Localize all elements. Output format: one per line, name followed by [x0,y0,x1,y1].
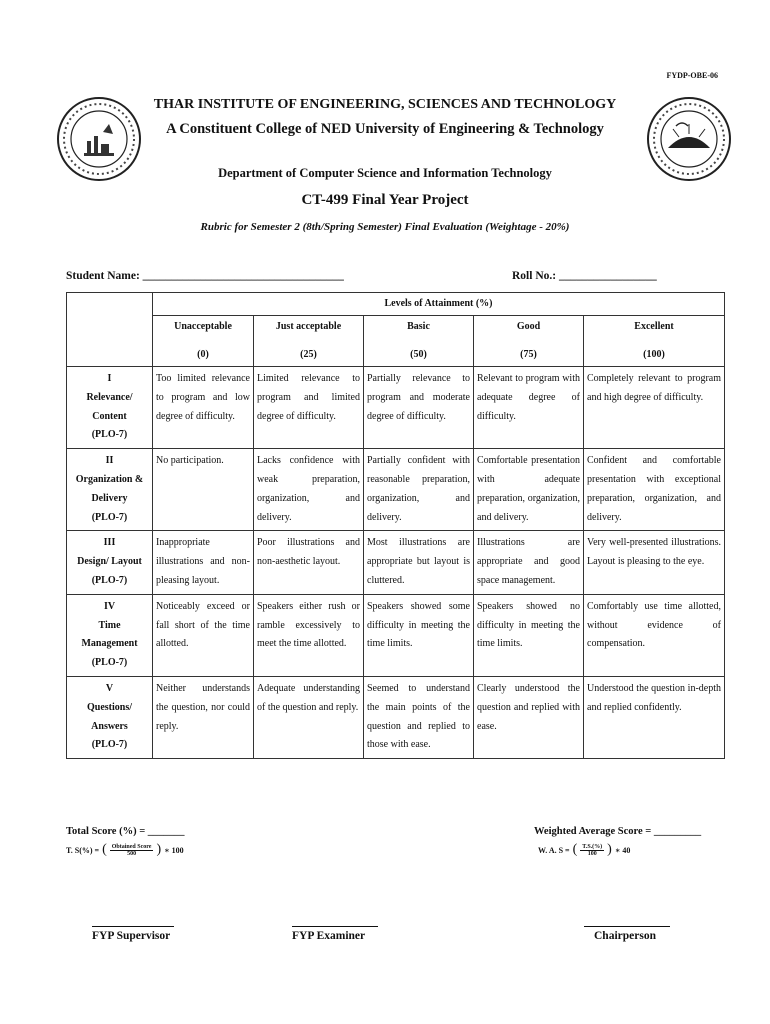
level-header: Excellent (100) [584,316,725,367]
rubric-cell: Inappropriate illustrations and non- pleasing layout. [153,531,254,594]
rubric-cell: Lacks confidence with weak preparation, organization, and delivery. [254,449,364,531]
was-denominator: 100 [587,850,597,857]
rubric-cell: Speakers showed some difficulty in meeting the time limits. [364,594,474,676]
rubric-title: Rubric for Semester 2 (8th/Spring Semester) Final Evaluation (Weightage - 20%) [200,221,570,233]
criterion-cell: II Organization & Delivery (PLO-7) [67,449,153,531]
table-row [67,367,725,449]
rubric-cell: Seemed to understand the main points of the question and replied to those with ease. [364,676,474,758]
examiner-label: FYP Examiner [292,930,366,942]
rubric-cell: Comfortably use time allotted, without evidence of compensation. [584,594,725,676]
total-score-label: Total Score (%) = _______ [66,826,185,837]
supervisor-signature-line [92,926,174,927]
table-row [67,594,725,676]
rubric-cell: Most illustrations are appropriate but layout is cluttered. [364,531,474,594]
levels-title: Levels of Attainment (%) [153,293,725,316]
table-row [67,531,725,594]
level-header: Basic (50) [364,316,474,367]
chair-signature-line [584,926,670,927]
rubric-cell: Illustrations are appropriate and good space management. [474,531,584,594]
table-row [67,676,725,758]
ts-denominator: 500 [127,850,137,857]
criterion-cell: III Design/ Layout (PLO-7) [67,531,153,594]
chair-label: Chairperson [594,930,656,942]
examiner-signature-line [292,926,378,927]
rubric-cell: Confident and comfortable presentation with exceptional preparation, organization, and delivery. [584,449,725,531]
level-header: Unacceptable (0) [153,316,254,367]
rubric-cell: No participation. [153,449,254,531]
rubric-cell: Relevant to program with adequate degree of difficulty. [474,367,584,449]
criterion-cell: V Questions/ Answers (PLO-7) [67,676,153,758]
document-id: FYDP-OBE-06 [666,71,718,80]
rubric-cell: Very well-presented illustrations. Layout is pleasing to the eye. [584,531,725,594]
rubric-table [66,292,725,759]
rubric-cell: Too limited relevance to program and low degree of difficulty. [153,367,254,449]
rubric-cell: Comfortable presentation with adequate preparation, organization, and delivery. [474,449,584,531]
table-row [67,449,725,531]
roll-no-field: Roll No.: _________________ [512,270,657,282]
was-numerator: T.S.(%) [582,843,603,850]
rubric-cell: Understood the question in-depth and replied confidently. [584,676,725,758]
was-multiplier: ∗ 40 [614,846,631,855]
constituent-college: A Constituent College of NED University of Engineering & Technology [166,121,604,137]
criterion-cell: IV Time Management (PLO-7) [67,594,153,676]
rubric-cell: Limited relevance to program and limited degree of difficulty. [254,367,364,449]
department-name: Department of Computer Science and Information Technology [218,166,552,180]
was-formula: W. A. S = ( $\frac{T.S.(\%)}{100}$ ) ∗ 40 [538,842,631,857]
supervisor-label: FYP Supervisor [92,930,171,942]
rubric-cell: Speakers either rush or ramble excessively to meet the time allotted. [254,594,364,676]
rubric-cell: Completely relevant to program and high degree of difficulty. [584,367,725,449]
rubric-cell: Neither understands the question, nor could reply. [153,676,254,758]
rubric-cell: Adequate understanding of the question and reply. [254,676,364,758]
rubric-cell: Partially confident with reasonable preparation, organization, and delivery. [364,449,474,531]
institute-name: THAR INSTITUTE OF ENGINEERING, SCIENCES AND TECHNOLOGY [153,97,617,112]
corner-cell [67,293,153,367]
rubric-cell: Poor illustrations and non-aesthetic layout. [254,531,364,594]
ts-numerator: Obtained Score [111,843,152,850]
rubric-cell: Noticeably exceed or fall short of the time allotted. [153,594,254,676]
level-header: Just acceptable (25) [254,316,364,367]
weighted-score-label: Weighted Average Score = _________ [534,826,702,837]
rubric-cell: Partially relevance to program and moderate degree of difficulty. [364,367,474,449]
course-title: CT-499 Final Year Project [301,192,469,208]
ts-lhs: T. S(%) = [66,845,100,855]
was-lhs: W. A. S = [538,845,570,855]
ts-formula: T. S(%) = ( $\frac{\text{Obtained Score}}{500}$ ) ∗ 100 [66,842,184,857]
student-name-field: Student Name: ___________________________________ [66,270,344,282]
level-header: Good (75) [474,316,584,367]
criterion-cell: I Relevance/ Content (PLO-7) [67,367,153,449]
rubric-cell: Speakers showed no difficulty in meeting the time limits. [474,594,584,676]
ts-multiplier: ∗ 100 [164,846,184,855]
rubric-cell: Clearly understood the question and replied with ease. [474,676,584,758]
